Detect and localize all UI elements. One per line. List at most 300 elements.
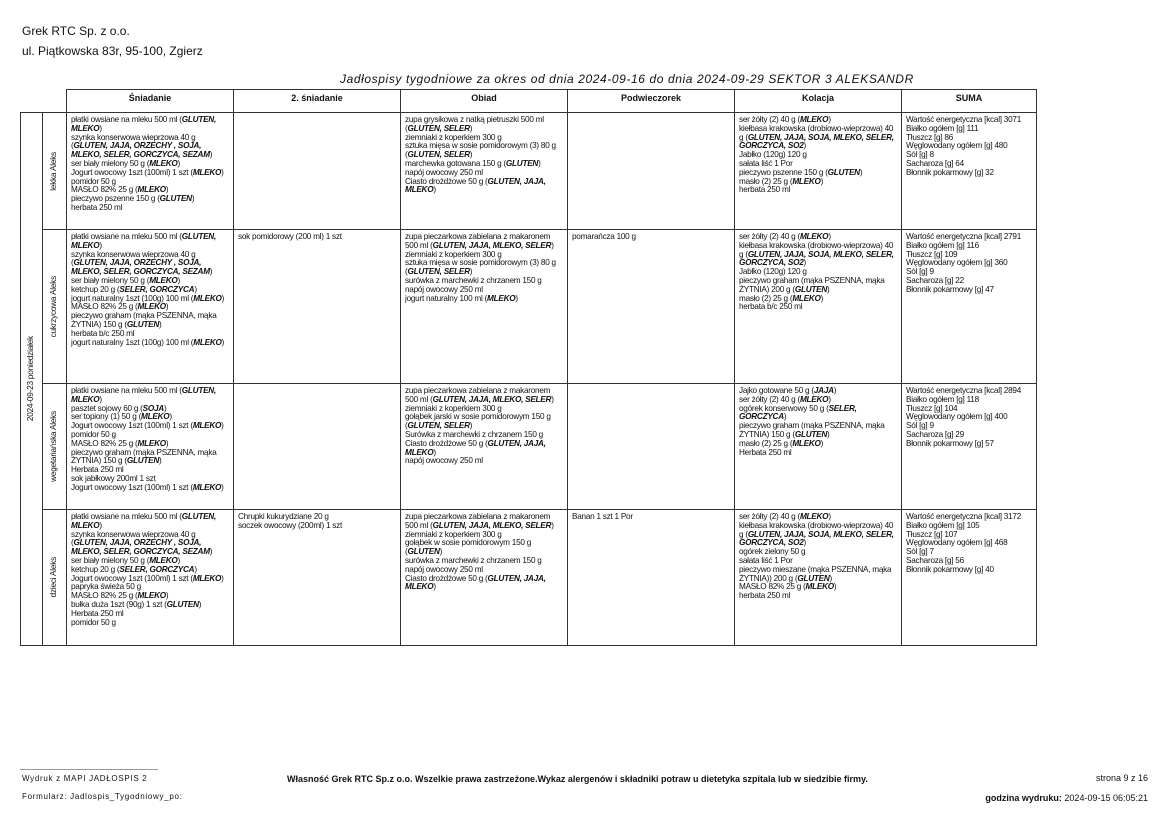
meal-cell-sum [902,384,1037,510]
allergen-text: MLEKO [792,293,821,303]
dish-text: ) [551,240,554,250]
allergen-text: GLUTEN, SELER [407,123,470,133]
dish-text: Sacharoza [g] 22 [906,275,964,285]
dish-text: Jogurt owocowy 1szt (100ml) 1 szt ( [71,421,193,431]
dish-text: ) [433,447,436,457]
dish-text: ser żółty (2) 40 g ( [739,115,800,124]
dish-line [71,312,230,330]
allergen-text: MLEKO [799,512,829,521]
allergen-text: GLUTEN [827,167,860,177]
meal-cell-sum [902,113,1037,230]
dish-text: ) [159,319,162,329]
dish-text: ) [99,520,102,530]
allergen-text: GLUTEN, JAJA, ORZECHY , SOJA, MLEKO, SELER, GORCZYCA, SEZAM [71,141,210,160]
dish-text: MASŁO 82% 25 g ( [71,302,138,312]
dish-text: sałata liść 1 Por [739,555,793,565]
dish-text: sztuka mięsa w sosie pomidorowym (3) 80 g ( [405,258,556,277]
allergen-text: JAJA [813,386,834,395]
allergen-text: MLEKO [149,555,178,565]
meal-cell-sum [902,510,1037,646]
meal-cell-afternoon-snack [568,113,735,230]
dish-line [739,242,898,268]
dish-text: kiełbasa krakowska (drobiowo-wieprzowa) 40 g ( [739,123,894,142]
dish-text: pomidor 50 g [71,176,116,186]
dish-text: herbata 250 ml [739,185,791,195]
dish-line [405,513,564,531]
dish-text: surówka z marchewki z chrzanem 150 g [405,555,542,565]
dish-text: masło (2) 25 g ( [739,293,793,303]
allergen-text: GLUTEN [166,599,199,609]
dish-text: masło (2) 25 g ( [739,176,793,186]
diet-label: cukrzycowa Aleks [49,275,59,338]
allergen-text: GLUTEN, JAJA, MLEKO, SELER [432,394,552,404]
dish-text: Białko ogółem [g] 118 [906,394,979,404]
allergen-text: MLEKO [805,582,834,592]
footer-form: Formularz: Jadlospis_Tygodniowy_po: [22,792,183,801]
allergen-text: GLUTEN [159,194,192,204]
allergen-text: MLEKO [487,293,516,303]
dish-text: Ciasto drożdżowe 50 g ( [405,573,488,583]
dish-line [739,277,898,295]
dish-text: MASŁO 82% 25 g ( [739,582,806,592]
dish-text: ) [209,267,213,277]
dish-text: ) [827,284,830,294]
meal-cell-lunch [401,230,568,384]
table-row [21,510,1037,646]
dish-line [71,233,230,251]
dish-text: Wartość energetyczna [kcal] 3071 [906,115,1022,124]
dish-text: ) [829,573,832,583]
allergen-text: GLUTEN, JAJA, SOJA, MLEKO, SELER, GORCZYCA, SO2 [739,249,894,268]
meal-cell-breakfast [67,230,234,384]
dish-text: Herbata 250 ml [71,608,124,618]
document-title: Jadłospisy tygodniowe za okres od dnia 2024-09-16 do dnia 2024-09-29 SEKTOR 3 ALEKSANDR [340,72,914,86]
header-spacer [21,90,43,113]
dish-text: Sacharoza [g] 29 [906,429,964,439]
dish-text: Surówka z marchewki z chrzanem 150 g [405,429,543,439]
dish-text: ) [99,240,102,250]
dish-text: kiełbasa krakowska (drobiowo-wieprzowa) 40 g ( [739,520,894,539]
allergen-text: GLUTEN, SELER [407,267,470,277]
dish-text: ketchup 20 g ( [71,564,120,574]
dish-text: pomidor 50 g [71,429,116,439]
dish-text: Sacharoza [g] 56 [906,555,964,565]
header-spacer [43,90,67,113]
dish-line [405,178,564,196]
allergen-text: GLUTEN, SELER [407,421,470,431]
dish-text: Błonnik pokarmowy [g] 32 [906,167,994,177]
dish-text: jogurt naturalny 100 ml ( [405,293,488,303]
dish-text: ) [783,412,787,422]
dish-line [71,531,230,557]
dish-text: ) [803,538,807,548]
allergen-text: MLEKO [799,232,829,241]
dish-text: ) [433,185,436,195]
dish-text: ) [221,337,225,347]
dish-text: Herbata 250 ml [71,465,124,475]
dish-text: ogórek zielony 50 g [739,547,806,557]
dish-text: ) [221,573,224,583]
dish-text: szynka konserwowa wieprzowa 40 g ( [71,529,196,548]
dish-text: ser żółty (2) 40 g ( [739,512,800,521]
dish-text: gołąbek w sosie pomidorowym 150 g ( [405,538,532,557]
meal-cell-dinner [735,230,902,384]
dish-text: ) [859,167,863,177]
dish-text: Jajko gotowane 50 g ( [739,386,814,395]
company-address: ul. Piątkowska 83r, 95-100, Zgierz [22,44,203,58]
dish-text: ) [833,386,837,395]
dish-line [71,134,230,160]
dish-text: ) [177,555,180,565]
dish-text: marchewka gotowana 150 g ( [405,158,506,168]
dish-text: ) [469,123,473,133]
print-label: godzina wydruku: [985,793,1062,803]
diet-cell [43,384,67,510]
dish-text: ser topiony (1) 50 g ( [71,412,142,422]
allergen-text: GLUTEN [126,319,160,329]
allergen-text: MLEKO [137,591,166,601]
dish-text: Tłuszcz [g] 104 [906,403,958,413]
diet-label: lekka Aleks [49,151,59,191]
dish-line [739,405,898,423]
col-header-breakfast: Śniadanie [67,90,234,113]
dish-text: napój owocowy 250 ml [405,167,483,177]
dish-text: ziemniaki z koperkiem 300 g [405,529,502,539]
dish-line [739,522,898,548]
nutrition-line [906,286,1033,295]
allergen-text: MLEKO [137,185,166,195]
dish-text: ser żółty (2) 40 g ( [739,394,800,404]
dish-line [405,575,564,593]
date-cell [21,113,43,646]
nutrition-line [906,440,1033,449]
dish-text: soczek owocowy (200ml) 1 szt [238,520,343,530]
dish-text: zupa pieczarkowa zabielana z makaronem 500 ml ( [405,232,551,250]
dish-text: Białko ogółem [g] 111 [906,123,979,133]
dish-line [238,522,397,531]
dish-text: Białko ogółem [g] 105 [906,520,980,530]
dish-line [405,142,564,160]
dish-text: ogórek konserwowy 50 g ( [739,403,829,413]
dish-text: jogurt naturalny 1szt (100g) 100 ml ( [71,337,194,347]
allergen-text: GLUTEN, SELER [407,150,470,160]
meal-cell-second-breakfast [234,384,401,510]
dish-text: herbata 250 ml [71,202,123,212]
meal-cell-lunch [401,510,568,646]
allergen-text: MLEKO [137,302,166,312]
dish-text: ) [827,429,830,439]
dish-text: ) [209,547,213,557]
dish-text: zupa pieczarkowa zabielana z makaronem 500 ml ( [405,386,551,404]
dish-text: ) [469,267,473,277]
dish-text: ) [828,115,831,124]
allergen-text: GLUTEN [407,547,440,557]
table-row [21,113,1037,230]
meal-cell-lunch [401,384,568,510]
col-header-second-breakfast: 2. śniadanie [234,90,401,113]
allergen-text: MLEKO [192,573,222,583]
dish-text: ) [99,394,102,404]
allergen-text: GLUTEN, JAJA, MLEKO [405,438,546,457]
dish-line [71,513,230,531]
dish-text: Chrupki kukurydziane 20 g [238,512,329,521]
page-number: strona 9 z 16 [1095,773,1148,783]
dish-text: Węglowodany ogółem [g] 360 [906,258,1008,268]
dish-line [739,566,898,584]
dish-text: ) [194,564,197,574]
dish-text: Sacharoza [g] 64 [906,158,964,168]
dish-line [405,295,564,304]
dish-text: pieczywo graham (mąka PSZENNA, mąka ŻYTNIA) 150 g ( [71,311,217,329]
dish-text: ketchup 20 g ( [71,284,120,294]
diet-label: dzieci Aleks [49,557,59,598]
dish-text: MASŁO 82% 25 g ( [71,591,138,601]
allergen-text: GLUTEN, JAJA, SOJA, MLEKO, SELER, GORCZYCA, SO2 [739,529,894,548]
dish-text: bułka duża 1szt (90g) 1 szt ( [71,599,167,609]
dish-text: Wartość energetyczna [kcal] 3172 [906,512,1022,521]
dish-text: sałata liść 1 Por [739,158,793,168]
dish-text: Jogurt owocowy 1szt (100ml) 1 szt ( [71,482,193,492]
dish-text: Błonnik pokarmowy [g] 47 [906,284,994,294]
dish-text: płatki owsiane na mleku 500 ml ( [71,115,182,124]
allergen-text: SELER, GORCZYCA [119,284,195,294]
date-label: 2024-09-23 poniedziałek [26,336,36,422]
dish-text: ) [221,293,225,303]
dish-text: Jabłko (120g) 120 g [739,150,807,160]
dish-text: ) [803,258,807,268]
diet-label: wegetariańska Aleks [49,411,59,482]
meal-cell-breakfast [67,113,234,230]
dish-line [405,413,564,431]
dish-text: pieczywo graham (mąka PSZENNA, mąka ŻYTNIA) 200 g ( [739,275,885,294]
dish-line [572,233,731,242]
dish-line [71,619,230,628]
dish-text: ) [165,438,169,448]
allergen-text: GLUTEN, MLEKO [71,115,216,133]
allergen-text: MLEKO [799,115,829,124]
dish-text: pieczywo pszenne 150 g ( [739,167,828,177]
dish-line [739,422,898,440]
col-header-dinner: Kolacja [735,90,902,113]
dish-text: zupa grysikowa z natką pietruszki 500 ml ( [405,115,544,133]
allergen-text: GLUTEN, MLEKO [71,386,216,404]
dish-text: ziemniaki z koperkiem 300 g [405,249,502,259]
dish-text: Ciasto drożdżowe 50 g ( [405,438,488,448]
dish-text: ) [828,394,831,404]
dish-line [405,539,564,557]
dish-text: szynka konserwowa wieprzowa 40 g ( [71,132,196,151]
meal-cell-dinner [735,510,902,646]
dish-text: herbata b/c 250 ml [739,302,803,312]
dish-text: ) [159,456,162,466]
dish-text: Węglowodany ogółem [g] 468 [906,538,1008,548]
dish-text: ) [439,547,443,557]
dish-line [739,186,898,195]
print-timestamp [985,793,1148,803]
dish-text: zupa pieczarkowa zabielana z makaronem 500 ml ( [405,512,551,530]
dish-text: płatki owsiane na mleku 500 ml ( [71,232,182,241]
allergen-text: GLUTEN, MLEKO [71,512,216,530]
allergen-text: GLUTEN [126,456,160,466]
dish-text: Sól [g] 9 [906,421,934,431]
dish-text: masło (2) 25 g ( [739,438,793,448]
dish-text: płatki owsiane na mleku 500 ml ( [71,386,182,395]
dish-text: Sól [g] 9 [906,267,934,277]
dish-line [71,387,230,405]
dish-line [739,125,898,151]
dish-text: Sól [g] 7 [906,547,934,557]
allergen-text: MLEKO [193,293,222,303]
dish-text: ser biały mielony 50 g ( [71,275,150,285]
allergen-text: GLUTEN, JAJA, MLEKO [405,573,546,592]
dish-text: Węglowodany ogółem [g] 480 [906,141,1008,151]
dish-text: płatki owsiane na mleku 500 ml ( [71,512,182,521]
dish-text: Jabłko (120g) 120 g [739,267,807,277]
meal-cell-second-breakfast [234,230,401,384]
table-row [21,384,1037,510]
meal-cell-second-breakfast [234,510,401,646]
allergen-text: GLUTEN, JAJA, ORZECHY , SOJA, MLEKO, SELER, GORCZYCA, SEZAM [71,538,210,557]
dish-text: pieczywo mieszane (mąka PSZENNA, mąka ŻYTNIA)) 200 g ( [739,564,892,583]
nutrition-line [906,566,1033,575]
dish-text: ) [165,591,169,601]
meal-cell-dinner [735,384,902,510]
meal-cell-afternoon-snack [568,510,735,646]
allergen-text: MLEKO [192,482,222,492]
meal-cell-second-breakfast [234,113,401,230]
col-header-sum: SUMA [902,90,1037,113]
allergen-text: GLUTEN, JAJA, MLEKO, SELER [432,520,552,530]
diet-cell [43,113,67,230]
dish-text: herbata 250 ml [739,591,791,601]
dish-text: ) [515,293,518,303]
dish-text: ) [99,123,102,133]
dish-line [71,484,230,493]
allergen-text: GLUTEN [794,284,828,294]
dish-text: ) [177,158,180,168]
meal-cell-breakfast [67,384,234,510]
dish-text: Herbata 250 ml [739,447,792,457]
allergen-text: GLUTEN [797,573,830,583]
allergen-text: MLEKO [149,158,178,168]
allergen-text: GLUTEN, JAJA, SOJA, MLEKO, SELER, GORCZYCA, SO2 [739,132,894,151]
dish-text: gołąbek jarski w sosie pomidorowym 150 g ( [405,412,551,431]
dish-text: sztuka mięsa w sosie pomidorowym (3) 80 g ( [405,141,556,160]
allergen-text: SOJA [142,403,164,413]
dish-text: ) [551,520,554,530]
dish-text: MASŁO 82% 25 g ( [71,185,138,195]
allergen-text: GLUTEN, JAJA, MLEKO [405,176,546,195]
dish-text: Jogurt owocowy 1szt (100ml) 1 szt ( [71,573,193,583]
dish-text: ) [177,275,180,285]
dish-text: ) [469,150,473,160]
dish-text: ) [221,167,224,177]
dish-text: napój owocowy 250 ml [405,456,483,466]
header-row [21,90,1037,113]
dish-line [71,204,230,213]
dish-text: Wartość energetyczna [kcal] 2791 [906,232,1022,241]
dish-text: ) [169,412,172,422]
dish-line [71,449,230,467]
dish-text: surówka z marchewki z chrzanem 150 g [405,275,542,285]
dish-text: Węglowodany ogółem [g] 400 [906,412,1008,422]
dish-text: pomidor 50 g [71,617,116,627]
dish-line [405,387,564,405]
dish-text: pieczywo graham (mąka PSZENNA, mąka ŻYTNIA) 150 g ( [71,447,217,466]
meal-cell-sum [902,230,1037,384]
dish-line [405,233,564,251]
dish-text: Białko ogółem [g] 116 [906,240,979,250]
dish-line [71,339,230,348]
dish-text: pieczywo pszenne 150 g ( [71,194,160,204]
dish-text: Ciasto drożdżowe 50 g ( [405,176,488,186]
dish-line [405,457,564,466]
footer-notice: Własność Grek RTC Sp.z o.o. Wszelkie prawa zastrzeżone.Wykaz alergenów i składniki potraw u dietetyka szpitala lub w siedzibie firmy. [287,774,868,784]
table-row [21,230,1037,384]
allergen-text: MLEKO [149,275,178,285]
dish-text: ser biały mielony 50 g ( [71,158,150,168]
allergen-text: GLUTEN, JAJA, ORZECHY , SOJA, MLEKO, SELER, GORCZYCA, SEZAM [71,258,210,277]
dish-text: Tłuszcz [g] 107 [906,529,958,539]
allergen-text: GLUTEN [505,158,539,168]
allergen-text: SELER, GORCZYCA [739,403,857,422]
dish-text: Banan 1 szt 1 Por [572,512,633,521]
nutrition-line [906,169,1033,178]
dish-line [405,116,564,134]
dish-line [71,116,230,134]
dish-line [405,259,564,277]
dish-text: ) [820,438,824,448]
company-name: Grek RTC Sp. z o.o. [22,24,130,38]
print-time: 2024-09-15 06:05:21 [1064,793,1148,803]
footer-divider [20,769,158,770]
dish-line [739,449,898,458]
dish-text: ) [433,582,436,592]
dish-text: Tłuszcz [g] 86 [906,132,954,142]
allergen-text: GLUTEN [794,429,828,439]
dish-text: ) [198,599,202,609]
meal-cell-afternoon-snack [568,230,735,384]
dish-text: szynka konserwowa wieprzowa 40 g ( [71,249,196,268]
dish-text: napój owocowy 250 ml [405,564,483,574]
dish-text: ) [165,185,169,195]
dish-text: kiełbasa krakowska (drobiowo-wieprzowa) 40 g ( [739,240,894,259]
dish-line [739,303,898,312]
dish-text: sok jabłkowy 200ml 1 szt [71,473,156,483]
dish-text: ) [469,421,473,431]
allergen-text: SELER, GORCZYCA [119,564,195,574]
allergen-text: MLEKO [792,176,821,186]
dish-text: ) [191,194,195,204]
dish-text: ziemniaki z koperkiem 300 g [405,132,502,142]
dish-text: ) [820,293,824,303]
dish-text: ziemniaki z koperkiem 300 g [405,403,502,413]
dish-text: ) [221,482,224,492]
dish-line [238,233,397,242]
dish-text: ser żółty (2) 40 g ( [739,232,800,241]
dish-text: ) [538,158,541,168]
diet-cell [43,230,67,384]
dish-text: ) [833,582,837,592]
allergen-text: MLEKO [792,438,821,448]
dish-text: pasztet sojowy 60 g ( [71,403,143,413]
allergen-text: MLEKO [799,394,829,404]
allergen-text: MLEKO [192,167,222,177]
meal-cell-lunch [401,113,568,230]
allergen-text: GLUTEN, MLEKO [71,232,216,250]
dish-text: pieczywo graham (mąka PSZENNA, mąka ŻYTNIA) 150 g ( [739,421,885,439]
dish-text: ) [820,176,824,186]
